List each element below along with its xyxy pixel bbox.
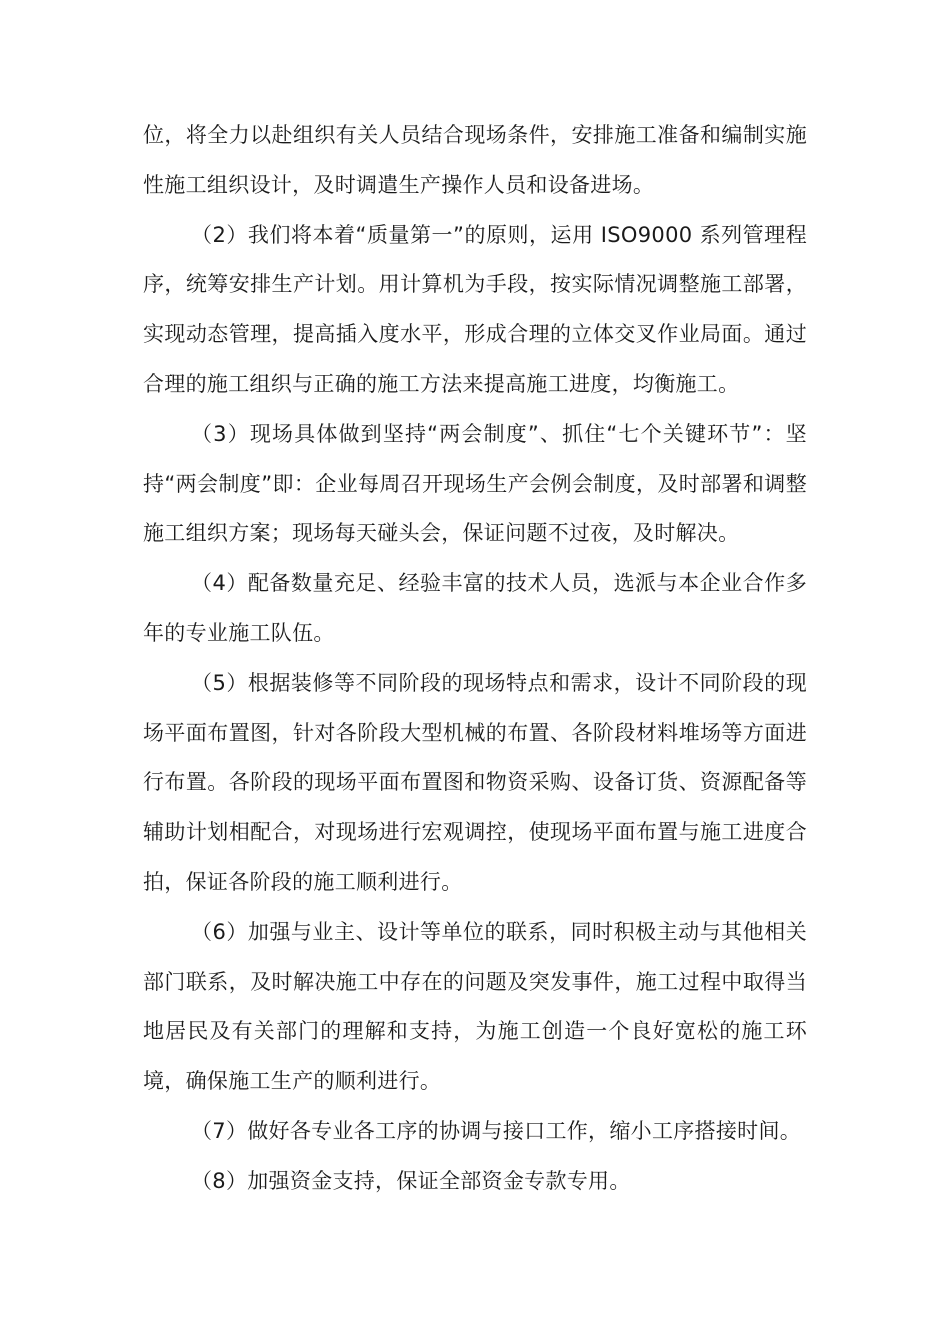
document-body	[143, 111, 807, 1207]
paragraph-item-8: （8）加强资金支持，保证全部资金专款专用。	[191, 1168, 631, 1193]
paragraph-item-4: （4）配备数量充足、经验丰富的技术人员，选派与本企业合作多年的专业施工队伍。	[143, 571, 807, 645]
paragraph-item-2: （2）我们将本着“质量第一”的原则，运用 ISO9000 系列管理程序，统筹安排生产计划。用计算机为手段，按实际情况调整施工部署，实现动态管理，提高插入度水平，形成合理的立体交叉作业局面。通过合理的施工组织与正确的施工方法来提高施工进度，均衡施工。	[143, 222, 807, 396]
paragraph-item-5: （5）根据装修等不同阶段的现场特点和需求，设计不同阶段的现场平面布置图，针对各阶段大型机械的布置、各阶段材料堆场等方面进行布置。各阶段的现场平面布置图和物资采购、设备订货、资源配备等辅助计划相配合，对现场进行宏观调控，使现场平面布置与施工进度合拍，保证各阶段的施工顺利进行。	[143, 670, 807, 894]
paragraph-item-7: （7）做好各专业各工序的协调与接口工作，缩小工序搭接时间。	[191, 1118, 802, 1143]
paragraph-continuation: 位，将全力以赴组织有关人员结合现场条件，安排施工准备和编制实施性施工组织设计，及时调遣生产操作人员和设备进场。	[143, 123, 807, 197]
paragraph-item-6: （6）加强与业主、设计等单位的联系，同时积极主动与其他相关部门联系，及时解决施工中存在的问题及突发事件，施工过程中取得当地居民及有关部门的理解和支持，为施工创造一个良好宽松的施工环境，确保施工生产的顺利进行。	[143, 919, 807, 1094]
paragraph-item-3: （3）现场具体做到坚持“两会制度”、抓住“七个关键环节”：坚持“两会制度”即：企业每周召开现场生产会例会制度，及时部署和调整施工组织方案；现场每天碰头会，保证问题不过夜，及时解决。	[143, 421, 807, 546]
